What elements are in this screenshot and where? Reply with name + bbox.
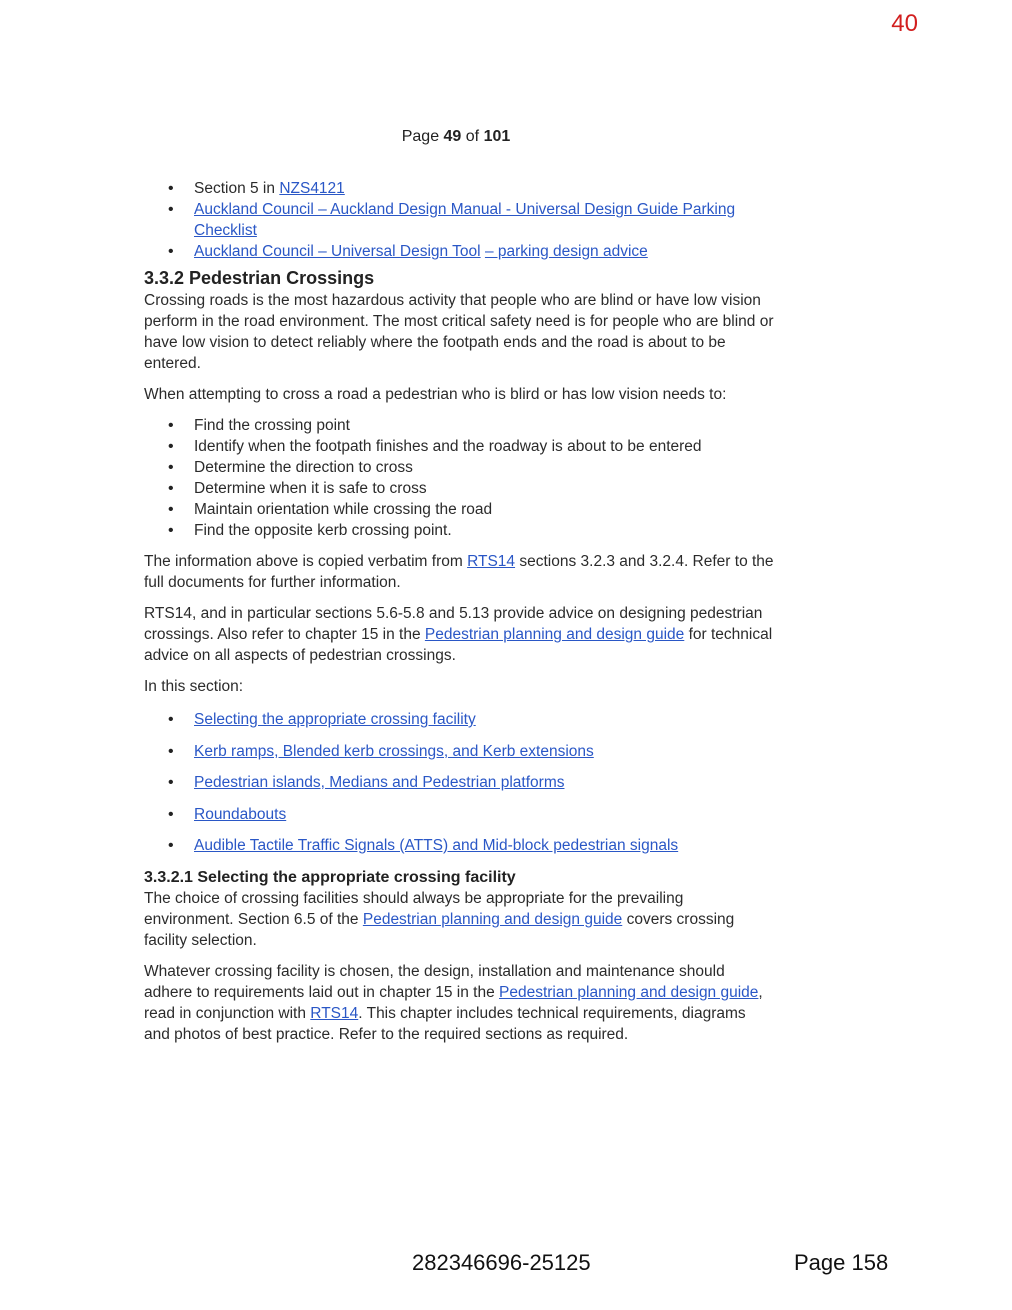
link-parking-checklist[interactable]: Auckland Council – Auckland Design Manual - Universal Design Guide Parking Checklist [194,201,736,239]
link-atts-signals[interactable]: Audible Tactile Traffic Signals (ATTS) and Mid-block pedestrian signals [194,837,679,854]
paragraph-text: sections 3.2.3 and 3.2.4. Refer to the full documents for further information. [144,553,774,591]
list-item: • Determine when it is safe to cross [144,478,774,499]
section-heading-pedestrian-crossings: 3.3.2 Pedestrian Crossings [144,268,375,288]
link-pedestrian-guide[interactable]: Pedestrian planning and design guide [424,626,685,643]
paragraph: Crossing roads is the most hazardous activity that people who are blind or have low vision perform in the road environment. The most critical safety need is for people who are blind or have low vision to detect reliably where the footpath ends and the road is about to be entered. [144,292,774,372]
list-item-text: Section 5 in [194,180,280,197]
page-header-prefix: Page [401,128,444,145]
list-item: • Identify when the footpath finishes and the roadway is about to be entered [144,436,774,457]
page-current: 49 [443,128,462,145]
link-pedestrian-guide[interactable]: Pedestrian planning and design guide [499,983,759,1001]
page-stamp-number: 40 [891,10,918,37]
list-item [144,709,774,730]
link-parking-design-advice[interactable]: – parking design advice [484,243,648,260]
paragraph-text: covers crossing facility selection. [144,910,735,949]
paragraph-text: , read in conjunction with [144,983,763,1022]
page-header [0,128,912,146]
link-roundabouts[interactable]: Roundabouts [194,805,287,823]
list-item: • Find the crossing point [144,415,774,436]
paragraph-text: RTS14, and in particular sections 5.6-5.8 and 5.13 provide advice on designing pedestrian crossings. Also refer to chapter 15 in the [144,605,763,643]
list-item [144,835,774,856]
reference-list [144,178,774,262]
list-item [144,241,774,262]
paragraph [144,603,774,666]
list-item: • Find the opposite kerb crossing point. [144,520,774,541]
in-section-label: In this section: [144,678,244,695]
list-item [144,804,774,825]
footer-document-id: 282346696-25125 [412,1250,591,1275]
paragraph-text: for technical advice on all aspects of pedestrian crossings. [144,626,773,664]
list-item: • Determine the direction to cross [144,457,774,478]
paragraph-text: . This chapter includes technical requirements, diagrams and photos of best practice. Refer to the required sections as required. [144,1004,746,1043]
footer-page-number: Page 158 [794,1250,889,1275]
link-universal-design-tool[interactable]: Auckland Council – Universal Design Tool [194,243,481,260]
link-kerb-ramps[interactable]: Kerb ramps, Blended kerb crossings, and Kerb extensions [194,742,594,760]
in-section-list [144,709,774,856]
list-item [144,178,774,199]
paragraph [144,551,774,593]
paragraph-text: The choice of crossing facilities should always be appropriate for the prevailing environment. Section 6.5 of the [144,889,684,928]
link-nzs4121[interactable]: NZS4121 [279,180,345,197]
link-rts14[interactable]: RTS14 [310,1004,359,1022]
list-item [144,199,774,241]
paragraph [144,961,774,1045]
list-item [144,772,774,793]
document-body [144,178,774,1055]
link-rts14[interactable]: RTS14 [467,553,516,570]
paragraph-text: The information above is copied verbatim from [144,553,468,570]
paragraph-text: Whatever crossing facility is chosen, the design, installation and maintenance should adhere to requirements laid out in chapter 15 in the [144,962,725,1001]
paragraph: When attempting to cross a road a pedestrian who is blird or has low vision needs to: [144,386,727,403]
page-total: 101 [483,128,511,145]
list-item [144,741,774,762]
list-item: • Maintain orientation while crossing the road [144,499,774,520]
page-header-middle: of [461,128,484,145]
subsection-heading-selecting-facility: 3.3.2.1 Selecting the appropriate crossing facility [144,868,516,886]
link-pedestrian-guide[interactable]: Pedestrian planning and design guide [362,910,623,928]
link-pedestrian-islands[interactable]: Pedestrian islands, Medians and Pedestrian platforms [194,774,565,791]
paragraph [144,888,774,951]
needs-list [144,415,774,541]
link-selecting-crossing-facility[interactable]: Selecting the appropriate crossing facility [194,711,476,728]
